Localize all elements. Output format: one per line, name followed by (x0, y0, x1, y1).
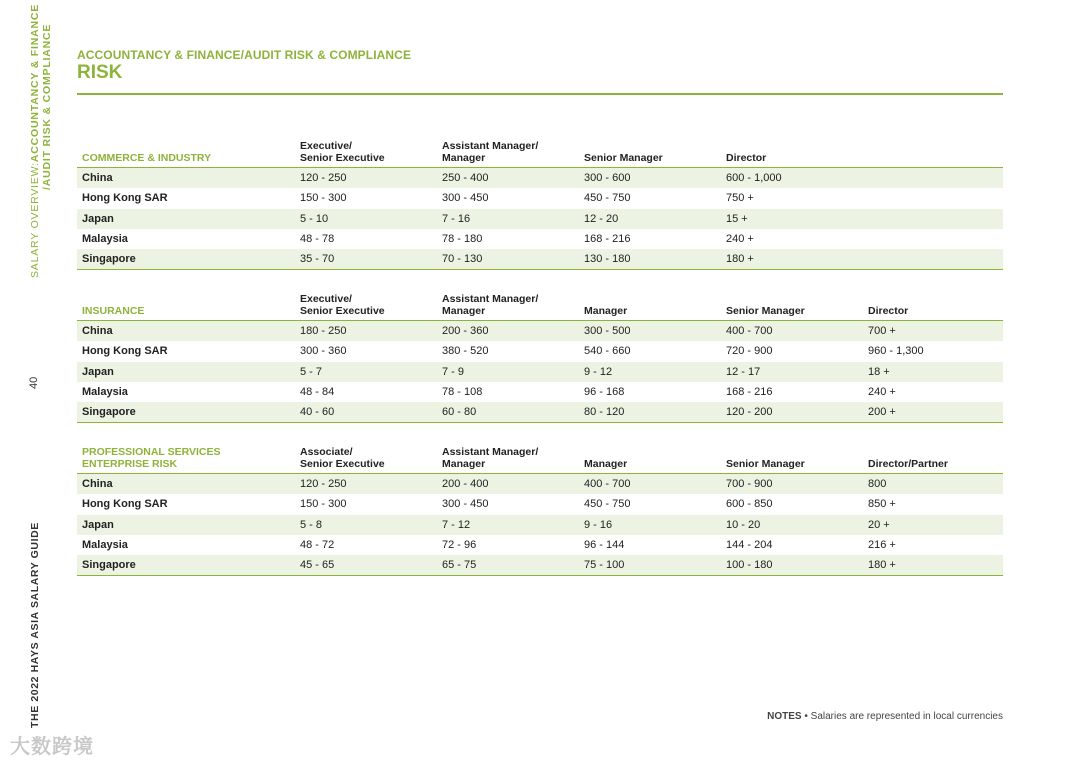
salary-cell: 600 - 1,000 (726, 172, 782, 185)
salary-cell: 400 - 700 (726, 325, 773, 338)
table-row (77, 555, 1003, 576)
table-row (77, 249, 1003, 270)
salary-cell: 12 - 17 (726, 365, 761, 378)
column-header (295, 293, 437, 321)
column-header-line: Associate/ (300, 446, 353, 458)
column-header-line: Manager (442, 152, 486, 164)
salary-cell: 250 - 400 (442, 172, 489, 185)
table-row (77, 535, 1003, 555)
country-cell: China (82, 478, 113, 491)
salary-cell: 80 - 120 (584, 406, 625, 419)
column-header (295, 446, 437, 474)
header-subtitle: ACCOUNTANCY & FINANCE/AUDIT RISK & COMPLIANCE (77, 48, 412, 62)
sector-heading-line: COMMERCE & INDUSTRY (82, 152, 212, 164)
table-row (77, 168, 1003, 189)
country-cell: China (82, 172, 113, 185)
table-row (77, 341, 1003, 361)
salary-cell (863, 229, 1003, 249)
salary-cell: 15 + (726, 212, 748, 225)
column-header-line: Assistant Manager/ (442, 293, 539, 305)
country-cell: Hong Kong SAR (82, 498, 168, 511)
salary-cell: 850 + (868, 498, 896, 511)
salary-cell: 150 - 300 (300, 192, 347, 205)
salary-cell: 78 - 108 (442, 386, 483, 399)
salary-cell: 450 - 750 (584, 498, 631, 511)
salary-cell: 96 - 144 (584, 539, 625, 552)
column-header-line: Manager (584, 305, 628, 317)
salary-cell (863, 188, 1003, 208)
salary-cell: 300 - 450 (442, 192, 489, 205)
watermark: 大数跨境 (10, 736, 94, 758)
sector-heading-line: ENTERPRISE RISK (82, 458, 178, 470)
country-cell: Japan (82, 365, 114, 378)
notes-text: Salaries are represented in local currencies (810, 711, 1003, 722)
salary-cell: 9 - 16 (584, 518, 613, 531)
column-header-line: Senior Executive (300, 458, 385, 470)
sector-heading-line: INSURANCE (82, 305, 145, 317)
column-header-line: Director (726, 152, 767, 164)
salary-cell: 7 - 9 (442, 365, 465, 378)
column-header (863, 293, 1003, 321)
salary-cell (863, 209, 1003, 229)
salary-cell: 120 - 250 (300, 172, 347, 185)
column-header (437, 446, 579, 474)
column-header-line: Senior Manager (726, 305, 805, 317)
salary-cell (863, 168, 1003, 189)
salary-cell: 600 - 850 (726, 498, 773, 511)
salary-cell: 450 - 750 (584, 192, 631, 205)
table-row (77, 515, 1003, 535)
column-header-line: Senior Executive (300, 305, 385, 317)
column-header-line: Executive/ (300, 140, 352, 152)
salary-cell: 120 - 250 (300, 478, 347, 491)
salary-cell: 300 - 500 (584, 325, 631, 338)
salary-cell: 40 - 60 (300, 406, 335, 419)
column-header (437, 140, 579, 168)
table-row (77, 362, 1003, 382)
column-header-line: Assistant Manager/ (442, 446, 539, 458)
salary-cell: 35 - 70 (300, 253, 335, 266)
salary-cell: 78 - 180 (442, 233, 483, 246)
country-cell: Singapore (82, 559, 136, 572)
country-cell: Malaysia (82, 539, 128, 552)
table-row (77, 209, 1003, 229)
salary-cell: 5 - 10 (300, 212, 329, 225)
salary-cell: 400 - 700 (584, 478, 631, 491)
column-header-line: Director (868, 305, 909, 317)
salary-cell: 180 - 250 (300, 325, 347, 338)
column-header (579, 293, 721, 321)
salary-cell: 300 - 450 (442, 498, 489, 511)
country-cell: Hong Kong SAR (82, 192, 168, 205)
salary-cell: 200 + (868, 406, 896, 419)
salary-cell: 700 + (868, 325, 896, 338)
salary-cell: 75 - 100 (584, 559, 625, 572)
salary-cell: 200 - 360 (442, 325, 489, 338)
country-cell: Hong Kong SAR (82, 345, 168, 358)
table-row (77, 229, 1003, 249)
header-rule (77, 93, 1003, 95)
country-cell: Singapore (82, 253, 136, 266)
side-overview-prefix: SALARY OVERVIEW: (29, 162, 41, 278)
page-title: RISK (77, 62, 123, 83)
salary-cell: 100 - 180 (726, 559, 773, 572)
column-header-line: Manager (584, 458, 628, 470)
side-section-label-line2: /AUDIT RISK & COMPLIANCE (41, 23, 53, 190)
salary-cell: 45 - 65 (300, 559, 335, 572)
salary-cell: 960 - 1,300 (868, 345, 924, 358)
salary-cell: 144 - 204 (726, 539, 773, 552)
side-section-label (29, 4, 41, 278)
table-header-row (77, 446, 1003, 474)
table-row (77, 188, 1003, 208)
table-header-row (77, 140, 1003, 168)
country-cell: Malaysia (82, 386, 128, 399)
side-overview-bold: ACCOUNTANCY & FINANCE (29, 3, 41, 163)
salary-cell: 48 - 84 (300, 386, 335, 399)
sector-heading (77, 293, 295, 321)
salary-cell: 130 - 180 (584, 253, 631, 266)
notes-separator: • (804, 711, 808, 722)
country-cell: Malaysia (82, 233, 128, 246)
column-header (579, 140, 721, 168)
page-number: 40 (28, 376, 40, 389)
column-header (721, 140, 863, 168)
salary-cell: 216 + (868, 539, 896, 552)
sector-heading (77, 140, 295, 168)
column-header (863, 446, 1003, 474)
salary-cell: 5 - 7 (300, 365, 323, 378)
salary-cell: 168 - 216 (726, 386, 773, 399)
table-header-row (77, 293, 1003, 321)
notes (767, 711, 1003, 722)
column-header (863, 140, 1003, 168)
table-row (77, 321, 1003, 342)
salary-table-professional-services (77, 446, 1003, 576)
country-cell: Japan (82, 518, 114, 531)
sector-heading (77, 446, 295, 474)
column-header-line: Manager (442, 458, 486, 470)
salary-cell: 96 - 168 (584, 386, 625, 399)
column-header-line: Manager (442, 305, 486, 317)
table-row (77, 402, 1003, 423)
salary-cell: 70 - 130 (442, 253, 483, 266)
salary-cell: 10 - 20 (726, 518, 761, 531)
salary-cell: 168 - 216 (584, 233, 631, 246)
salary-cell: 48 - 78 (300, 233, 335, 246)
column-header-line: Director/Partner (868, 458, 948, 470)
salary-cell: 65 - 75 (442, 559, 477, 572)
sector-heading-line: PROFESSIONAL SERVICES (82, 446, 221, 458)
salary-cell: 200 - 400 (442, 478, 489, 491)
column-header (721, 446, 863, 474)
salary-cell: 180 + (726, 253, 754, 266)
column-header-line: Assistant Manager/ (442, 140, 539, 152)
table-row (77, 474, 1003, 495)
column-header-line: Senior Manager (726, 458, 805, 470)
salary-cell: 7 - 12 (442, 518, 471, 531)
guide-title: THE 2022 HAYS ASIA SALARY GUIDE (29, 522, 41, 728)
salary-cell: 240 + (868, 386, 896, 399)
salary-cell (863, 249, 1003, 270)
country-cell: China (82, 325, 113, 338)
salary-table-insurance (77, 293, 1003, 423)
salary-cell: 150 - 300 (300, 498, 347, 511)
salary-cell: 5 - 8 (300, 518, 323, 531)
salary-cell: 48 - 72 (300, 539, 335, 552)
salary-cell: 300 - 600 (584, 172, 631, 185)
salary-cell: 18 + (868, 365, 890, 378)
salary-table-commerce-industry (77, 140, 1003, 270)
salary-cell: 380 - 520 (442, 345, 489, 358)
table-row (77, 382, 1003, 402)
salary-cell: 720 - 900 (726, 345, 773, 358)
salary-cell: 9 - 12 (584, 365, 613, 378)
notes-label: NOTES (767, 711, 802, 722)
salary-cell: 12 - 20 (584, 212, 619, 225)
column-header-line: Executive/ (300, 293, 352, 305)
salary-cell: 72 - 96 (442, 539, 477, 552)
salary-cell: 540 - 660 (584, 345, 631, 358)
salary-cell: 7 - 16 (442, 212, 471, 225)
column-header (579, 446, 721, 474)
column-header-line: Senior Manager (584, 152, 663, 164)
column-header (721, 293, 863, 321)
column-header-line: Senior Executive (300, 152, 385, 164)
salary-cell: 800 (868, 478, 887, 491)
salary-cell: 240 + (726, 233, 754, 246)
column-header (295, 140, 437, 168)
table-row (77, 494, 1003, 514)
side-margin (0, 0, 60, 763)
salary-cell: 180 + (868, 559, 896, 572)
salary-cell: 120 - 200 (726, 406, 773, 419)
salary-cell: 60 - 80 (442, 406, 477, 419)
country-cell: Japan (82, 212, 114, 225)
salary-cell: 700 - 900 (726, 478, 773, 491)
column-header (437, 293, 579, 321)
country-cell: Singapore (82, 406, 136, 419)
page-header (77, 48, 1003, 84)
salary-cell: 750 + (726, 192, 754, 205)
salary-cell: 20 + (868, 518, 890, 531)
salary-cell: 300 - 360 (300, 345, 347, 358)
